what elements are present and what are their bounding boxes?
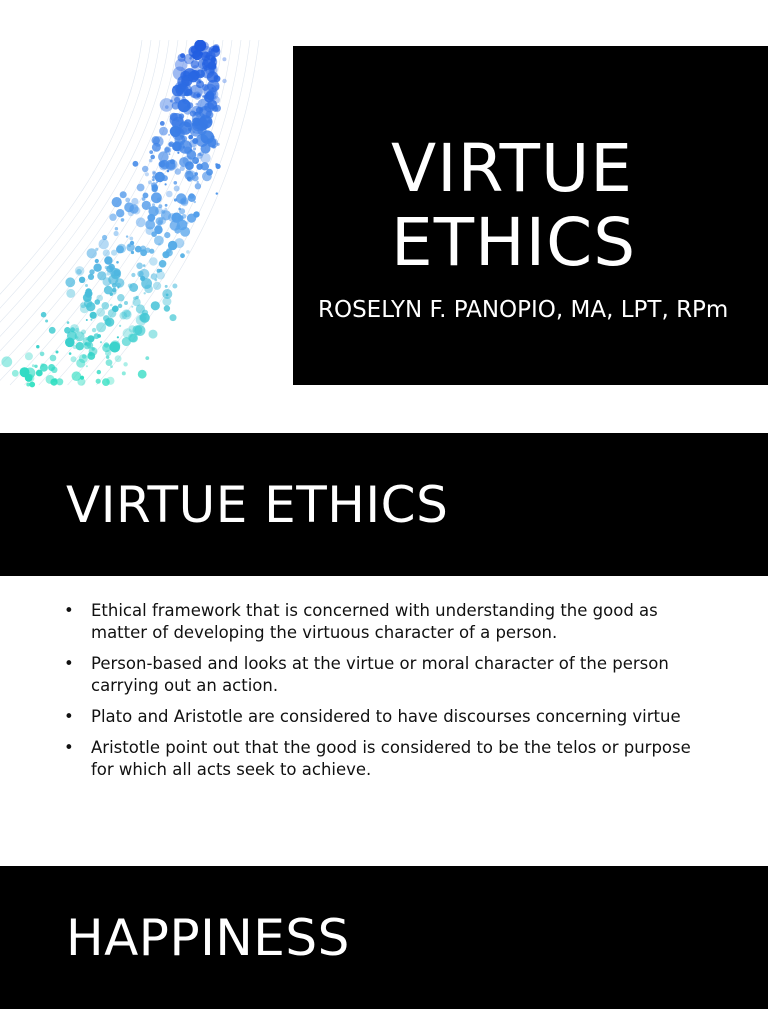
dot (34, 365, 37, 368)
dot (174, 186, 180, 192)
dot (216, 192, 218, 194)
dot (142, 197, 146, 201)
dot (212, 96, 220, 104)
dot (184, 54, 194, 64)
dot (112, 283, 117, 288)
bullet-text: Ethical framework that is concerned with understanding the good as matter of developing the virtuous character of a person. (91, 601, 658, 642)
dot (196, 73, 198, 75)
dot (67, 321, 70, 324)
dot (105, 350, 111, 356)
dot (88, 274, 94, 280)
dot (75, 328, 80, 333)
dot (194, 172, 198, 176)
dot (152, 186, 158, 192)
dot (194, 211, 200, 217)
dot (149, 150, 153, 154)
dot (162, 289, 172, 299)
dot (162, 175, 168, 181)
dot (102, 235, 107, 240)
dot (102, 302, 110, 310)
dot (90, 319, 92, 321)
dot (109, 214, 116, 221)
bullet-text: Plato and Aristotle are considered to have discourses concerning virtue (91, 707, 681, 726)
dot (144, 292, 146, 294)
dot (122, 371, 126, 375)
dot (151, 301, 160, 310)
dot (145, 172, 149, 176)
dot (131, 251, 134, 254)
dot (222, 79, 226, 83)
dot (29, 382, 35, 388)
bullet-list (64, 600, 714, 790)
dot (112, 306, 119, 313)
dot (86, 365, 88, 367)
dot (86, 302, 95, 311)
dot (186, 250, 190, 254)
dot (159, 127, 168, 136)
dot (170, 113, 178, 121)
dot (196, 134, 209, 147)
dot (96, 379, 101, 384)
dot (142, 201, 151, 210)
dot (199, 115, 213, 129)
dot (45, 320, 48, 323)
dot (112, 288, 117, 293)
dots-graphic (0, 40, 290, 390)
dot (96, 295, 103, 302)
dot (126, 235, 128, 237)
dot (71, 356, 77, 362)
dot (143, 264, 146, 267)
dot (137, 271, 143, 277)
author-subtitle: ROSELYN F. PANOPIO, MA, LPT, RPm (318, 297, 729, 323)
dot (204, 68, 207, 71)
dot (123, 362, 127, 366)
bullet-icon: • (64, 707, 74, 726)
dot (56, 351, 59, 354)
dot (216, 164, 221, 169)
dot (49, 327, 56, 334)
dot (165, 105, 169, 109)
dot (168, 134, 170, 136)
section-title-virtue-ethics: VIRTUE ETHICS (66, 476, 449, 534)
dot (129, 334, 138, 343)
dot (199, 74, 202, 77)
dot (106, 356, 109, 359)
dot (149, 257, 157, 265)
dot (79, 354, 88, 363)
dot (80, 302, 86, 308)
main-title: VIRTUE ETHICS (391, 130, 637, 281)
dot (89, 269, 94, 274)
dot (1, 356, 12, 367)
dot (206, 51, 216, 61)
dot (152, 171, 155, 174)
dot (134, 325, 145, 336)
dot (166, 191, 173, 198)
dot (41, 363, 45, 367)
dot (156, 181, 158, 183)
bullet-icon: • (64, 738, 74, 757)
dot (137, 184, 145, 192)
dot (168, 153, 170, 155)
dot (140, 313, 150, 323)
dot (117, 274, 120, 277)
dot (129, 237, 133, 241)
dot (131, 273, 135, 277)
bullet-text: Aristotle point out that the good is considered to be the telos or purpose for which all acts seek to achieve. (91, 738, 691, 779)
dot (92, 338, 94, 340)
dot (138, 370, 147, 379)
title-slide-box (293, 46, 768, 385)
dot (177, 152, 179, 154)
dot (144, 285, 153, 294)
dot (97, 334, 101, 338)
dot (207, 138, 216, 147)
dot (36, 345, 39, 348)
dot (197, 181, 199, 183)
dot (195, 183, 201, 189)
virtue-ethics-header (0, 433, 768, 576)
dot (104, 256, 112, 264)
dot (91, 315, 93, 317)
dot (41, 312, 47, 318)
dot (146, 227, 154, 235)
dot (201, 162, 209, 170)
dot (157, 198, 161, 202)
dot (110, 293, 113, 296)
dot (172, 284, 177, 289)
list-item (64, 737, 714, 781)
dot (174, 198, 177, 201)
dot (159, 260, 167, 268)
dot (124, 202, 134, 212)
dot (164, 208, 167, 211)
dot (187, 150, 197, 160)
dot (12, 370, 19, 377)
dot (92, 328, 96, 332)
dot (196, 103, 199, 106)
dot (133, 297, 136, 300)
dot (76, 336, 79, 339)
dot (117, 336, 119, 338)
dot (183, 106, 192, 115)
dot (79, 277, 85, 283)
dot (109, 342, 120, 353)
dot (153, 282, 161, 290)
dot (179, 113, 185, 119)
dot (154, 279, 157, 282)
dot (188, 194, 196, 202)
dot (206, 169, 213, 176)
dot (97, 370, 101, 374)
bullet-icon: • (64, 601, 74, 620)
blue-dots-decoration (0, 40, 290, 390)
dot (140, 249, 147, 256)
dot (150, 155, 155, 160)
dot (104, 319, 111, 326)
dot (200, 42, 209, 51)
dot (145, 356, 149, 360)
dot (172, 102, 180, 110)
dot (165, 183, 167, 185)
dot (86, 338, 88, 340)
dot (151, 192, 162, 203)
bullet-text: Person-based and looks at the virtue or moral character of the person carrying out an action. (91, 654, 669, 695)
dot (40, 352, 45, 357)
bullet-icon: • (64, 654, 74, 673)
dot (170, 314, 177, 321)
dot (103, 249, 110, 256)
dot (117, 294, 124, 301)
dot (202, 84, 209, 91)
dot (85, 288, 91, 294)
dot (32, 364, 35, 367)
dot (116, 209, 124, 217)
dot (25, 368, 36, 379)
dot (142, 166, 148, 172)
dot (164, 305, 170, 311)
dot (76, 342, 84, 350)
dot (95, 259, 99, 263)
dot (164, 232, 170, 238)
dot (97, 271, 106, 280)
dot (114, 231, 119, 236)
dot (128, 284, 132, 288)
dot (147, 214, 155, 222)
dot (212, 106, 218, 112)
dot (165, 204, 168, 207)
dot (120, 191, 127, 198)
dot (65, 277, 75, 287)
dot (186, 169, 191, 174)
dot (175, 81, 188, 94)
dot (198, 153, 201, 156)
dot (72, 371, 82, 381)
dot (159, 269, 162, 272)
dot (25, 352, 33, 360)
dot (152, 179, 155, 182)
dot (152, 176, 155, 179)
dot (194, 201, 196, 203)
dot (100, 341, 102, 343)
dot (152, 203, 155, 206)
dot (189, 85, 203, 99)
dot (159, 204, 163, 208)
dot (182, 96, 185, 99)
dot (154, 236, 164, 246)
dot (86, 319, 88, 321)
dot (136, 217, 146, 227)
dot (66, 289, 75, 298)
dot (175, 127, 182, 134)
dot (64, 327, 71, 334)
dot (118, 304, 122, 308)
dot (148, 180, 152, 184)
dot (154, 226, 163, 235)
dot (181, 199, 188, 206)
dot (149, 330, 158, 339)
dot (166, 248, 171, 253)
dot (125, 198, 130, 203)
dot (115, 227, 118, 230)
dot (112, 197, 122, 207)
dot (180, 253, 185, 258)
section-title-happiness: HAPPINESS (66, 909, 350, 967)
dot (193, 147, 196, 150)
dot (124, 301, 128, 305)
dot (36, 370, 43, 377)
dot (149, 159, 153, 163)
dot (179, 208, 185, 214)
dot (116, 261, 119, 264)
dot (76, 269, 82, 275)
dot (182, 214, 187, 219)
dot (119, 325, 121, 327)
dot (53, 378, 57, 382)
dot (174, 181, 178, 185)
list-item (64, 600, 714, 644)
dot (48, 364, 55, 371)
dot (133, 161, 139, 167)
dot (222, 57, 226, 61)
dot (93, 264, 101, 272)
dot (207, 71, 218, 82)
dot (158, 217, 166, 225)
dot (106, 359, 113, 366)
dot (121, 218, 125, 222)
dot (50, 355, 57, 362)
dot (165, 285, 168, 288)
dot (167, 170, 170, 173)
dot (85, 284, 88, 287)
dot (168, 213, 177, 222)
list-item (64, 653, 714, 697)
dot (110, 304, 113, 307)
dot (176, 225, 181, 230)
dot (181, 72, 186, 77)
dot (115, 355, 122, 362)
dot (184, 119, 192, 127)
dot (170, 159, 175, 164)
dot (116, 245, 124, 253)
dot (131, 306, 133, 308)
dot (136, 263, 143, 270)
dot (102, 378, 110, 386)
dot (165, 147, 170, 152)
dot (87, 248, 97, 258)
dot (160, 160, 168, 168)
dot (96, 322, 106, 332)
dot (90, 312, 97, 319)
dot (121, 309, 131, 319)
dot (175, 168, 181, 174)
dot (89, 352, 93, 356)
dot (87, 342, 93, 348)
dot (69, 352, 72, 355)
dot (126, 243, 134, 251)
dot (152, 143, 161, 152)
dot (99, 239, 109, 249)
happiness-header (0, 866, 768, 1009)
list-item (64, 706, 714, 728)
dot (160, 121, 165, 126)
